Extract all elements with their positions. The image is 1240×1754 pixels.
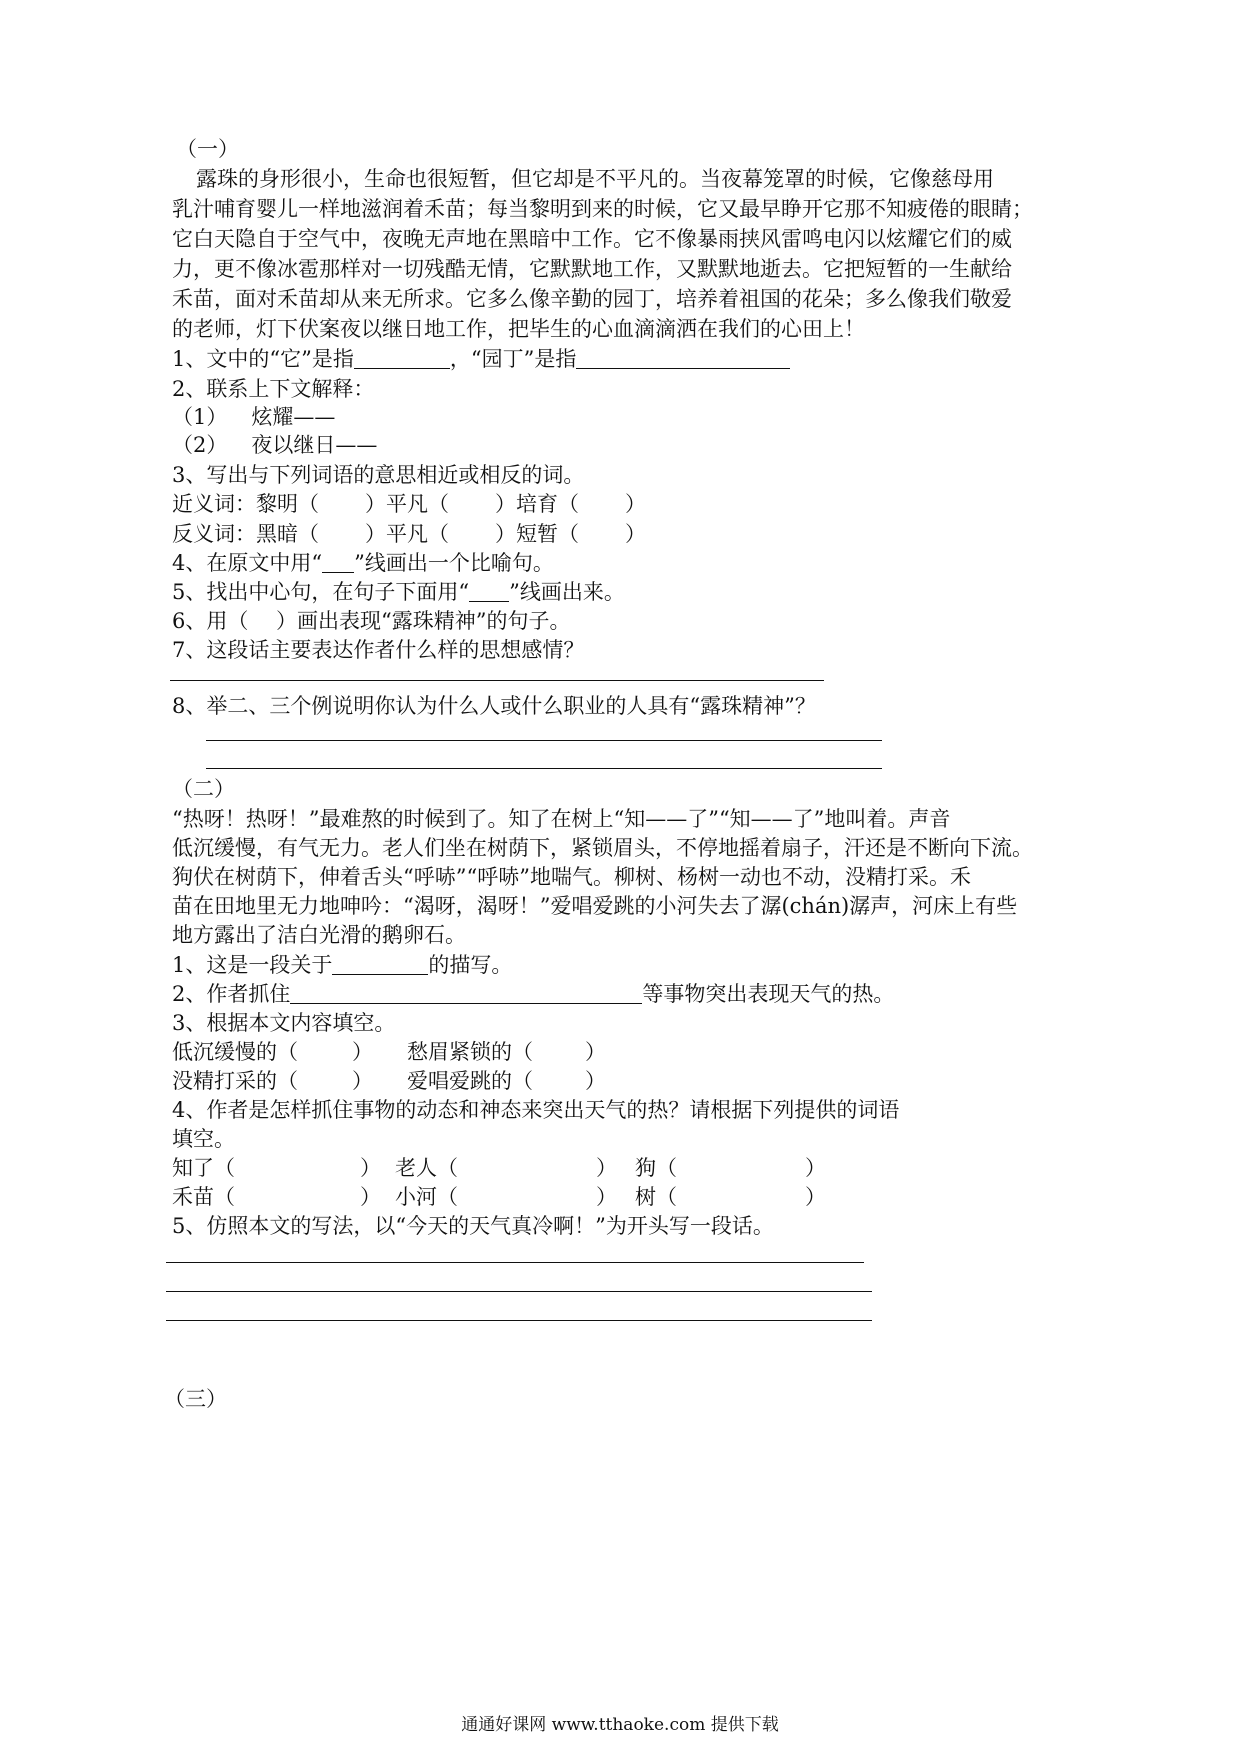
question-2-4: 4、作者是怎样抓住事物的动态和神态来突出天气的热？请根据下列提供的词语	[172, 1098, 900, 1122]
answer-blank[interactable]	[354, 346, 450, 369]
section-2-heading: （二）	[172, 777, 235, 801]
question-2-5: 5、仿照本文的写法，以“今天的天气真冷啊！”为开头写一段话。	[172, 1214, 774, 1238]
answer-blank[interactable]	[576, 346, 790, 369]
question-1-5: 5、找出中心句，在句子下面用“ ”线画出来。	[172, 580, 625, 604]
passage-2-line: “热呀！热呀！”最难熬的时候到了。知了在树上“知——了”“知——了”地叫着。声音	[172, 807, 951, 831]
question-1-3: 3、写出与下列词语的意思相近或相反的词。	[172, 463, 585, 487]
question-1-8: 8、举二、三个例说明你认为什么人或什么职业的人具有“露珠精神”？	[172, 694, 816, 718]
passage-1-line: 的老师，灯下伏案夜以继日地工作，把毕生的心血滴滴洒在我们的心田上！	[172, 317, 865, 341]
answer-line[interactable]	[206, 768, 882, 769]
passage-2-line: 低沉缓慢，有气无力。老人们坐在树荫下，紧锁眉头，不停地摇着扇子，汗还是不断向下流。	[172, 836, 1033, 860]
passage-2-line: 苗在田地里无力地呻吟：“渴呀，渴呀！”爱唱爱跳的小河失去了潺(chán)潺声，河床上有些	[172, 894, 1018, 918]
question-2-3-row: 没精打采的（ ） 爱唱爱跳的（ ）	[172, 1069, 606, 1093]
passage-2-line: 狗伏在树荫下，伸着舌头“呼哧”“呼哧”地喘气。柳树、杨树一动也不动，没精打采。禾	[172, 865, 971, 889]
answer-blank[interactable]	[290, 981, 642, 1004]
question-1-2-item: （1） 炫耀——	[172, 405, 336, 429]
question-1-3-synonyms: 近义词：黎明（ ）平凡（ ）培育（ ）	[172, 492, 646, 516]
underline-sample	[322, 550, 354, 573]
section-3-heading: （三）	[164, 1387, 227, 1411]
question-2-4-row: 知了（ ） 老人（ ） 狗（ ）	[172, 1156, 826, 1180]
answer-line[interactable]	[166, 1320, 872, 1321]
answer-line[interactable]	[166, 1291, 872, 1292]
passage-2-line: 地方露出了洁白光滑的鹅卵石。	[172, 923, 466, 947]
passage-1-line: 它白天隐自于空气中，夜晚无声地在黑暗中工作。它不像暴雨挟风雷鸣电闪以炫耀它们的威	[172, 227, 1012, 251]
question-2-4-continued: 填空。	[172, 1127, 235, 1151]
question-1-2: 2、联系上下文解释：	[172, 377, 375, 401]
answer-line[interactable]	[166, 1262, 864, 1263]
question-2-3-row: 低沉缓慢的（ ） 愁眉紧锁的（ ）	[172, 1040, 606, 1064]
question-1-1: 1、文中的“它”是指 ，“园丁”是指	[172, 343, 790, 375]
question-2-2: 2、作者抓住 等事物突出表现天气的热。	[172, 982, 895, 1006]
question-1-3-antonyms: 反义词：黑暗（ ）平凡（ ）短暂（ ）	[172, 522, 646, 546]
question-2-3: 3、根据本文内容填空。	[172, 1011, 396, 1035]
passage-1-line: 力，更不像冰雹那样对一切残酷无情，它默默地工作，又默默地逝去。它把短暂的一生献给	[172, 257, 1012, 281]
passage-1-line: 露珠的身形很小，生命也很短暂，但它却是不平凡的。当夜幕笼罩的时候，它像慈母用	[196, 167, 994, 191]
section-1-heading: （一）	[176, 137, 239, 161]
question-1-4: 4、在原文中用“ ”线画出一个比喻句。	[172, 551, 554, 575]
answer-line[interactable]	[206, 740, 882, 741]
passage-1-line: 乳汁哺育婴儿一样地滋润着禾苗；每当黎明到来的时候，它又最早睁开它那不知疲倦的眼睛；	[172, 197, 1033, 221]
question-1-6: 6、用（ ）画出表现“露珠精神”的句子。	[172, 609, 571, 633]
question-1-7: 7、这段话主要表达作者什么样的思想感情？	[172, 638, 585, 662]
answer-blank[interactable]	[332, 952, 428, 975]
page-footer: 通通好课网 www.tthaoke.com 提供下载	[461, 1715, 779, 1735]
passage-1-line: 禾苗，面对禾苗却从来无所求。它多么像辛勤的园丁，培养着祖国的花朵；多么像我们敬爱	[172, 287, 1012, 311]
underline-sample	[469, 579, 509, 602]
question-1-2-item: （2） 夜以继日——	[172, 433, 378, 457]
answer-line[interactable]	[170, 680, 824, 681]
question-2-4-row: 禾苗（ ） 小河（ ） 树（ ）	[172, 1185, 826, 1209]
question-2-1: 1、这是一段关于 的描写。	[172, 953, 513, 977]
